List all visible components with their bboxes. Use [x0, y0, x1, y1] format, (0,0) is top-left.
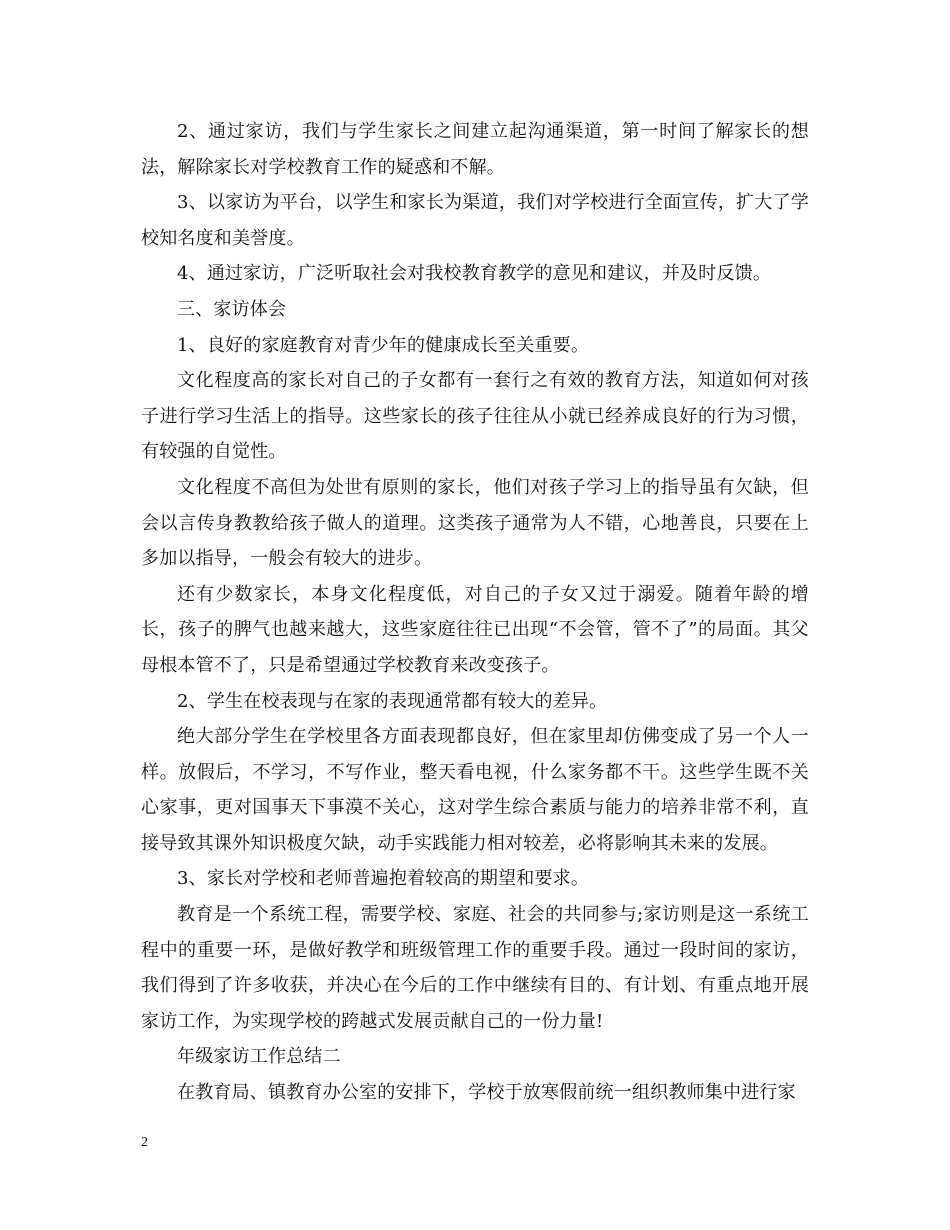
- paragraph-education-system: 教育是一个系统工程，需要学校、家庭、社会的共同参与;家访则是这一系统工程中的重要一环，是做好教学和班级管理工作的重要手段。通过一段时间的家访，我们得到了许多收获，并决心在今后的工作中继续有目的、有计划、有重点地开展家访工作，为实现学校的跨越式发展贡献自己的一份力量!: [141, 904, 809, 1032]
- paragraph-school-publicity: 3、以家访为平台，以学生和家长为渠道，我们对学校进行全面宣传，扩大了学校知名度和美誉度。: [141, 192, 809, 249]
- paragraph-student-behavior: 绝大部分学生在学校里各方面表现都良好，但在家里却仿佛变成了另一个人一样。放假后，不学习，不写作业，整天看电视，什么家务都不干。这些学生既不关心家事，更对国事天下事漠不关心，这对学生综合素质与能力的培养非常不利，直接导致其课外知识极度欠缺，动手实践能力相对较差，必将影响其未来的发展。: [141, 726, 809, 854]
- subheading-family-education: 1、良好的家庭教育对青少年的健康成长至关重要。: [177, 334, 590, 356]
- document-body: [141, 114, 809, 1111]
- subheading-parent-expectations: 3、家长对学校和老师普遍抱着较高的期望和要求。: [177, 868, 590, 890]
- paragraph-summary-two-intro: 在教育局、镇教育办公室的安排下，学校于放寒假前统一组织教师集中进行家: [177, 1082, 796, 1104]
- paragraph-educated-parents: 文化程度高的家长对自己的子女都有一套行之有效的教育方法，知道如何对孩子进行学习生活上的指导。这些家长的孩子往往从小就已经养成良好的行为习惯，有较强的自觉性。: [141, 370, 809, 463]
- paragraph-principled-parents: 文化程度不高但为处世有原则的家长，他们对孩子学习上的指导虽有欠缺，但会以言传身教教给孩子做人的道理。这类孩子通常为人不错，心地善良，只要在上多加以指导，一般会有较大的进步。: [141, 476, 809, 570]
- paragraph-feedback: 4、通过家访，广泛听取社会对我校教育教学的意见和建议，并及时反馈。: [177, 263, 772, 285]
- paragraph-doting-parents: 还有少数家长，本身文化程度低，对自己的子女又过于溺爱。随着年龄的增长，孩子的脾气也越来越大，这些家庭往往已出现“不会管，管不了”的局面。其父母根本管不了，只是希望通过学校教育来改变孩子。: [141, 583, 809, 676]
- paragraph-home-visit-communication: 2、通过家访，我们与学生家长之间建立起沟通渠道，第一时间了解家长的想法，解除家长对学校教育工作的疑惑和不解。: [141, 121, 809, 178]
- section-title-summary-two: 年级家访工作总结二: [177, 1046, 341, 1068]
- subheading-school-home-difference: 2、学生在校表现与在家的表现通常都有较大的差异。: [177, 690, 608, 712]
- section-heading-experience: 三、家访体会: [177, 298, 287, 320]
- page-number: 2: [141, 1135, 148, 1150]
